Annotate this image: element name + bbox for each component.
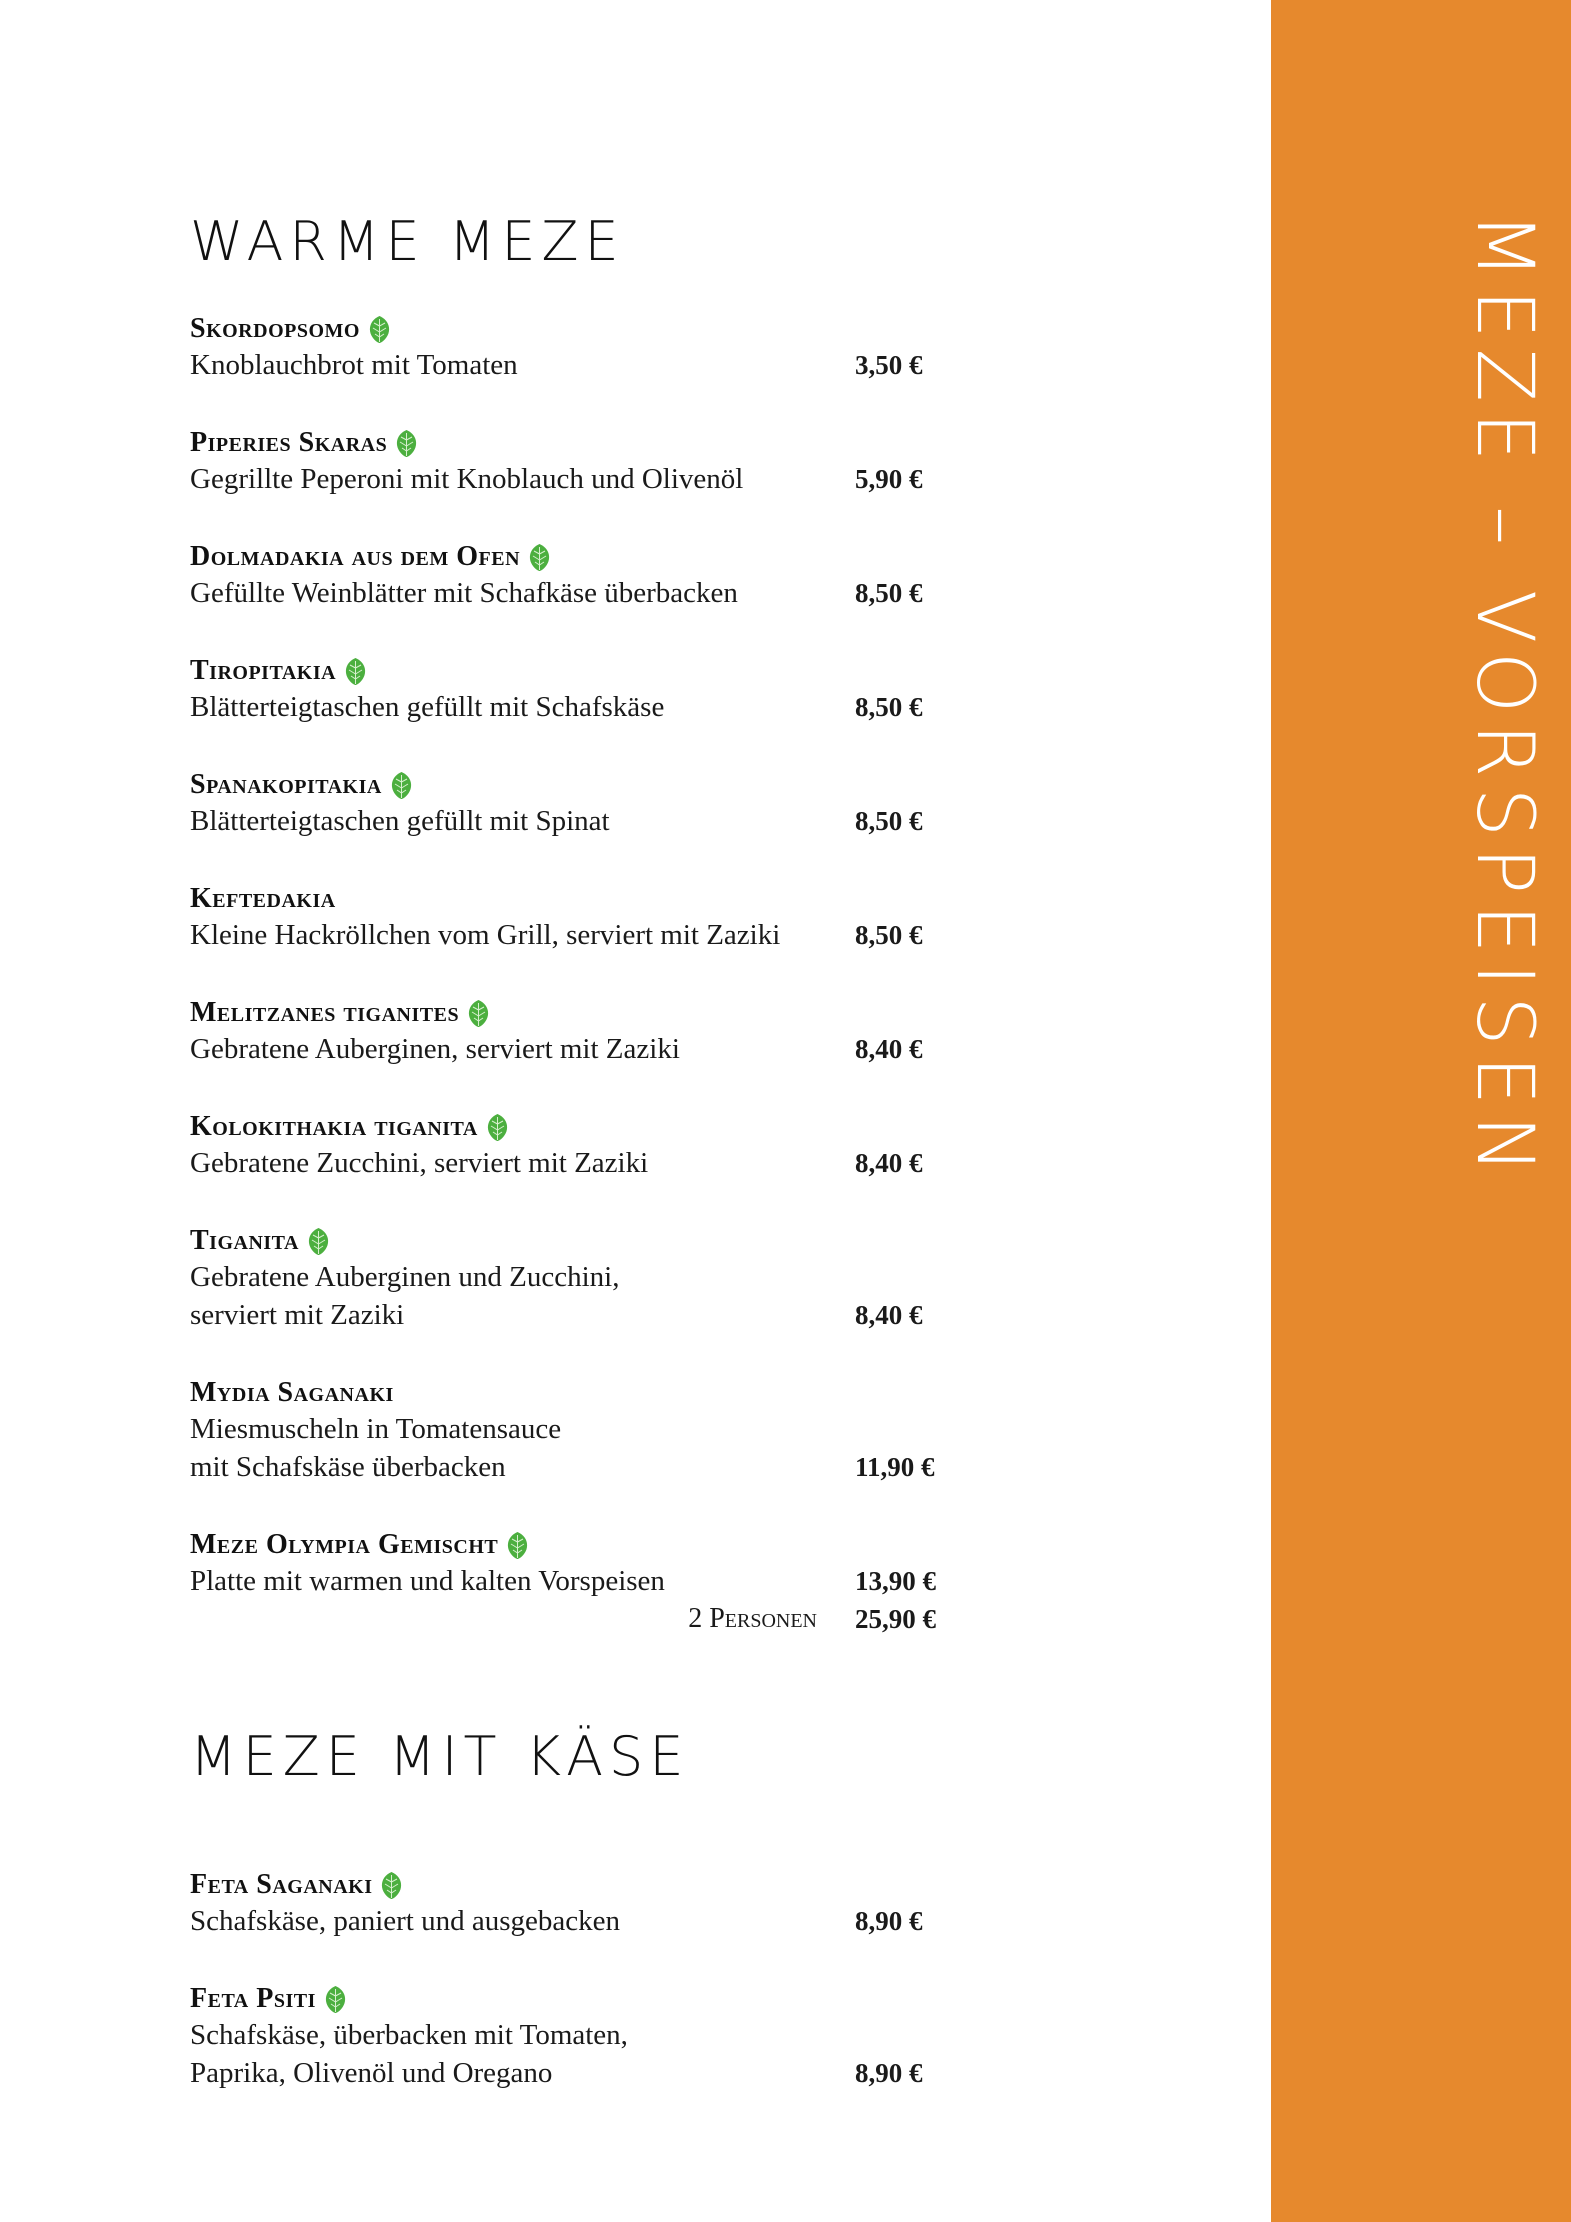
menu-item-description: serviert mit Zaziki [190, 1299, 405, 1331]
menu-item-price: 8,50 € [855, 920, 923, 950]
menu-item-desc-row [190, 2016, 970, 2054]
menu-item-name: Melitzanes tiganites [190, 997, 460, 1028]
menu-item-description: Gefüllte Weinblätter mit Schafkäse überbacken [190, 577, 738, 609]
menu-item-name: Kolokithakia tiganita [190, 1111, 478, 1142]
menu-item-desc-row [190, 460, 970, 498]
menu-item-name-row [190, 1868, 970, 1902]
menu-item-name: Skordopsomo [190, 313, 360, 344]
menu-item-price: 13,90 € [855, 1566, 936, 1596]
menu-item-name: Keftedakia [190, 883, 336, 914]
menu-item-price: 8,90 € [855, 2058, 923, 2088]
menu-item-desc-row [190, 802, 970, 840]
menu-item-description: Miesmuscheln in Tomatensauce [190, 1413, 562, 1445]
menu-item-name-row [190, 654, 970, 688]
vegetarian-leaf-icon [322, 1984, 349, 2014]
vegetarian-leaf-icon [484, 1112, 511, 1142]
menu-item [190, 1110, 970, 1182]
menu-item-price: 11,90 € [855, 1452, 935, 1482]
menu-item-desc-row [190, 1296, 970, 1334]
menu-item-description: mit Schafskäse überbacken [190, 1451, 506, 1483]
vegetarian-leaf-icon [393, 428, 420, 458]
menu-item [190, 1868, 970, 1940]
menu-item-name-row [190, 540, 970, 574]
menu-item [190, 996, 970, 1068]
menu-item-description: Knoblauchbrot mit Tomaten [190, 349, 518, 381]
menu-item-name-row [190, 426, 970, 460]
menu-item-price: 3,50 € [855, 350, 923, 380]
menu-item [190, 312, 970, 384]
menu-item-desc-row [190, 1258, 970, 1296]
menu-item-price: 8,50 € [855, 578, 923, 608]
menu-item-description: Gebratene Zucchini, serviert mit Zaziki [190, 1147, 649, 1179]
menu-item [190, 1528, 970, 1638]
vegetarian-leaf-icon [465, 998, 492, 1028]
menu-item-name-row [190, 882, 970, 916]
menu-item-name-row [190, 1528, 970, 1562]
menu-item-desc-row [190, 1144, 970, 1182]
section-title-warme-meze: WARME MEZE [190, 210, 625, 273]
vegetarian-leaf-icon [342, 656, 369, 686]
menu-item-name-row [190, 1376, 970, 1410]
menu-item-description: Blätterteigtaschen gefüllt mit Schafskäse [190, 691, 665, 723]
menu-item-portion-price: 25,90 € [855, 1604, 936, 1634]
menu-item-name-row [190, 768, 970, 802]
menu-item-description: Gebratene Auberginen und Zucchini, [190, 1261, 620, 1293]
menu-item-description: Blätterteigtaschen gefüllt mit Spinat [190, 805, 610, 837]
menu-item-name-row [190, 1110, 970, 1144]
vegetarian-leaf-icon [378, 1870, 405, 1900]
menu-item-portion-label: 2 Personen [688, 1603, 817, 1634]
menu-item-name-row [190, 312, 970, 346]
menu-item [190, 1224, 970, 1334]
menu-item [190, 882, 970, 954]
menu-item-name: Tiropitakia [190, 655, 337, 686]
vegetarian-leaf-icon [366, 314, 393, 344]
vegetarian-leaf-icon [504, 1530, 531, 1560]
menu-item-desc-row [190, 1030, 970, 1068]
menu-item [190, 654, 970, 726]
menu-item-desc-row [190, 688, 970, 726]
menu-item-description: Gegrillte Peperoni mit Knoblauch und Olivenöl [190, 463, 744, 495]
menu-item-price: 8,40 € [855, 1148, 923, 1178]
menu-item-description: Schafskäse, paniert und ausgebacken [190, 1905, 621, 1937]
menu-item-desc-row [190, 916, 970, 954]
menu-item [190, 1982, 970, 2092]
menu-item-name: Feta Saganaki [190, 1869, 373, 1900]
menu-item [190, 540, 970, 612]
vegetarian-leaf-icon [526, 542, 553, 572]
menu-item [190, 426, 970, 498]
menu-item-description: Schafskäse, überbacken mit Tomaten, [190, 2019, 628, 2051]
menu-item-name: Piperies Skaras [190, 427, 388, 458]
menu-item-description: Gebratene Auberginen, serviert mit Zaziki [190, 1033, 680, 1065]
menu-item [190, 768, 970, 840]
side-title: MEZE – VORSPEISEN [1459, 212, 1549, 1184]
menu-item-name: Feta Psiti [190, 1983, 316, 2014]
menu-item-price: 8,50 € [855, 806, 923, 836]
menu-item-price: 8,50 € [855, 692, 923, 722]
menu-item-name: Meze Olympia Gemischt [190, 1529, 499, 1560]
menu-item-desc-row [190, 1562, 970, 1600]
vegetarian-leaf-icon [305, 1226, 332, 1256]
menu-item-desc-row [190, 2054, 970, 2092]
menu-item-name: Dolmadakia aus dem Ofen [190, 541, 521, 572]
menu-item-price: 8,40 € [855, 1300, 923, 1330]
menu-item [190, 1376, 970, 1486]
menu-item-price: 8,90 € [855, 1906, 923, 1936]
section-title-meze-mit-kaese: MEZE MIT KÄSE [190, 1725, 690, 1788]
menu-item-extra-row [190, 1600, 970, 1638]
menu-item-name-row [190, 1982, 970, 2016]
menu-item-name: Spanakopitakia [190, 769, 382, 800]
menu-item-name: Tiganita [190, 1225, 299, 1256]
menu-item-desc-row [190, 1410, 970, 1448]
menu-item-desc-row [190, 1448, 970, 1486]
menu-item-name-row [190, 1224, 970, 1258]
menu-item-price: 8,40 € [855, 1034, 923, 1064]
menu-item-desc-row [190, 346, 970, 384]
vegetarian-leaf-icon [388, 770, 415, 800]
menu-item-price: 5,90 € [855, 464, 923, 494]
menu-item-description: Platte mit warmen und kalten Vorspeisen [190, 1565, 665, 1597]
menu-item-desc-row [190, 574, 970, 612]
menu-item-desc-row [190, 1902, 970, 1940]
menu-item-name-row [190, 996, 970, 1030]
menu-item-name: Mydia Saganaki [190, 1377, 394, 1408]
menu-item-description: Kleine Hackröllchen vom Grill, serviert mit Zaziki [190, 919, 781, 951]
menu-item-description: Paprika, Olivenöl und Oregano [190, 2057, 553, 2089]
